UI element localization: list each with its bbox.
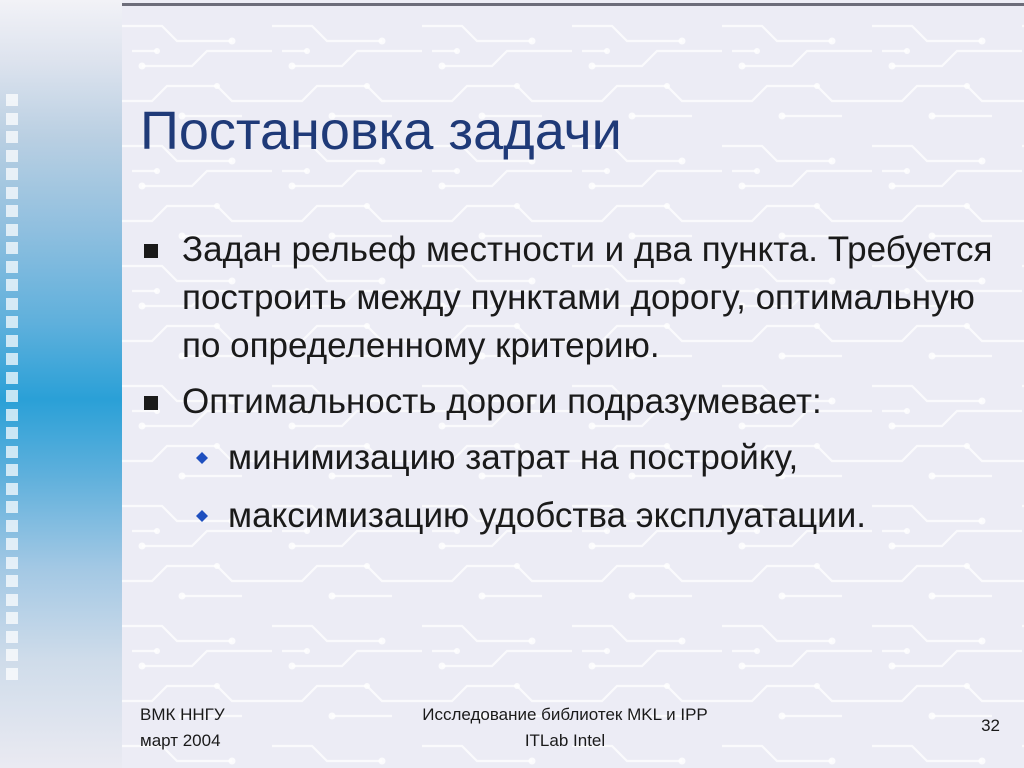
square-bullet-icon — [144, 244, 158, 258]
side-square — [6, 538, 18, 550]
sub-bullet-text: максимизацию удобства эксплуатации. — [228, 496, 866, 535]
diamond-bullet-icon — [195, 451, 209, 465]
bullet-text: Задан рельеф местности и два пункта. Требуется построить между пунктами дорогу, оптимальную по определенному критерию. — [182, 230, 993, 365]
side-square — [6, 483, 18, 495]
side-square — [6, 427, 18, 439]
side-square — [6, 612, 18, 624]
side-square — [6, 279, 18, 291]
side-square — [6, 594, 18, 606]
side-square — [6, 631, 18, 643]
side-square — [6, 335, 18, 347]
side-square — [6, 316, 18, 328]
side-square — [6, 298, 18, 310]
sub-bullet-item — [140, 492, 1000, 540]
footer-course — [360, 702, 770, 754]
bullet-item — [140, 378, 1000, 426]
side-square — [6, 205, 18, 217]
side-square — [6, 94, 18, 106]
side-square — [6, 353, 18, 365]
side-square — [6, 261, 18, 273]
side-square — [6, 649, 18, 661]
side-square — [6, 501, 18, 513]
footer-course-title: Исследование библиотек MKL и IPP — [422, 705, 708, 724]
side-square-strip — [6, 94, 24, 694]
side-square — [6, 372, 18, 384]
side-square — [6, 668, 18, 680]
slide-title: Постановка задачи — [140, 101, 622, 161]
square-bullet-icon — [144, 396, 158, 410]
side-square — [6, 168, 18, 180]
side-square — [6, 150, 18, 162]
side-square — [6, 520, 18, 532]
footer-date: март 2004 — [140, 731, 221, 750]
side-square — [6, 390, 18, 402]
sub-bullet-item — [140, 434, 1000, 482]
side-square — [6, 224, 18, 236]
side-square — [6, 575, 18, 587]
side-square — [6, 113, 18, 125]
diamond-bullet-icon — [195, 509, 209, 523]
side-square — [6, 187, 18, 199]
side-square — [6, 131, 18, 143]
sub-bullet-text: минимизацию затрат на постройку, — [228, 438, 799, 477]
footer-org-name: ВМК ННГУ — [140, 705, 225, 724]
side-square — [6, 242, 18, 254]
bullet-item — [140, 226, 1000, 370]
side-square — [6, 409, 18, 421]
footer-organization — [140, 702, 225, 754]
footer-lab: ITLab Intel — [524, 731, 606, 750]
page-number: 32 — [981, 716, 1000, 735]
side-decoration-band — [0, 0, 122, 768]
side-square — [6, 446, 18, 458]
bullet-text: Оптимальность дороги подразумевает: — [182, 382, 822, 421]
side-square — [6, 464, 18, 476]
bullet-list — [140, 226, 1000, 550]
side-square — [6, 557, 18, 569]
